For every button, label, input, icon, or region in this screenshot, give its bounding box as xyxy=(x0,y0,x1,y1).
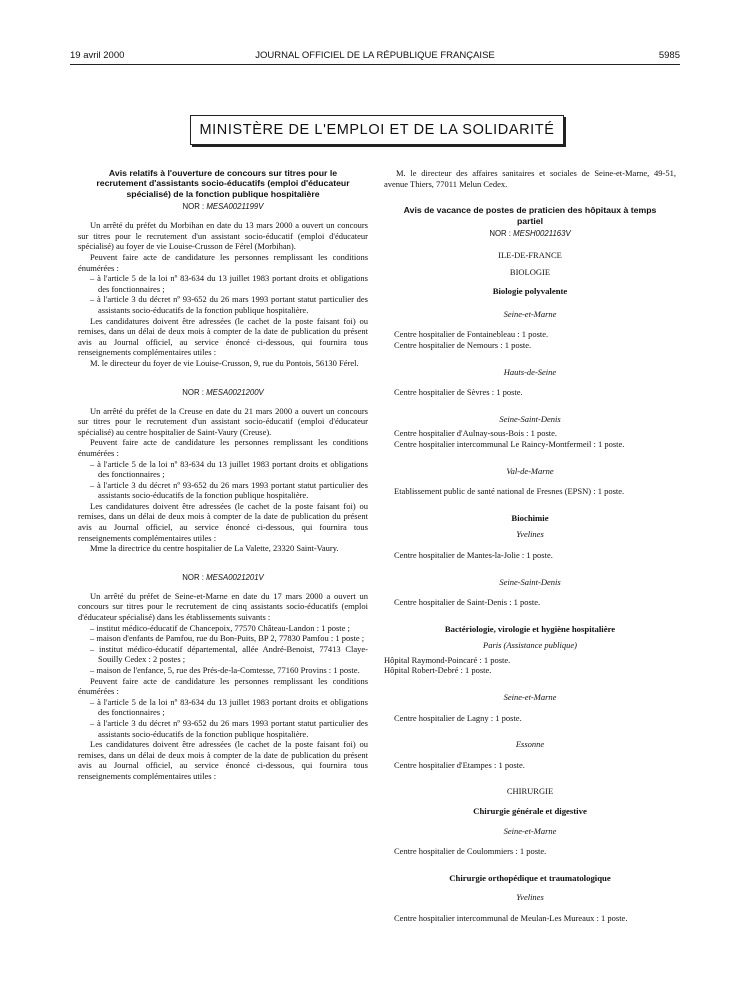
discipline-heading: BIOLOGIE xyxy=(509,266,551,277)
paragraph: Peuvent faire acte de candidature les personnes remplissant les conditions énumérées : xyxy=(78,675,368,697)
post-entry: Centre hospitalier de Fontainebleau : 1 poste. xyxy=(394,329,549,340)
department-heading: Seine-Saint-Denis xyxy=(499,413,561,424)
department-heading: Paris (Assistance publique) xyxy=(483,640,577,651)
list-item: – à l'article 3 du décret nº 93-652 du 26 mars 1993 portant statut particulier des assistants socio-éducatifs de la fonction publique hospitalière. xyxy=(90,294,368,315)
post-entry: Etablissement public de santé national de Fresnes (EPSN) : 1 poste. xyxy=(394,486,625,497)
paragraph: Peuvent faire acte de candidature les personnes remplissant les conditions énumérées : xyxy=(78,252,368,273)
paragraph: Un arrêté du préfet de Seine-et-Marne en date du 17 mars 2000 a ouvert un concours sur titres pour le recrutement de cinq assistants socio-éducatifs (emploi d'éducateur spécialisé) dans les établissements suivants : xyxy=(78,590,368,623)
speciality-heading: Biologie polyvalente xyxy=(492,286,568,297)
speciality-heading: Biochimie xyxy=(511,512,549,523)
nor-line xyxy=(78,573,368,582)
post-entry: Centre hospitalier d'Aulnay-sous-Bois : 1 poste. xyxy=(394,428,558,439)
post-entry: Centre hospitalier de Saint-Denis : 1 poste. xyxy=(394,597,541,608)
paragraph: Les candidatures doivent être adressées (le cachet de la poste faisant foi) ou remises, dans un délai de deux mois à compter de la date de publication du présent avis au Journal officiel, au service énoncé ci-dessous, qui fournira tous renseignements complémentaires utiles : xyxy=(78,315,368,358)
department-heading: Yvelines xyxy=(516,529,544,540)
header-date: 19 avril 2000 xyxy=(70,50,125,61)
right-column xyxy=(384,168,676,924)
nor-prefix: NOR : xyxy=(489,229,511,238)
speciality-heading: Chirurgie orthopédique et traumatologique xyxy=(449,872,611,883)
paragraph: M. le directeur du foyer de vie Louise-Crusson, 9, rue du Pontois, 56130 Férel. xyxy=(90,357,359,368)
department-heading: Seine-et-Marne xyxy=(503,692,557,703)
notice-title-vacance: Avis de vacance de postes de praticien des hôpitaux à temps partiel xyxy=(403,205,657,226)
list-item: – institut médico-éducatif de Chancepoix, 77570 Château-Landon : 1 poste ; xyxy=(90,622,350,633)
conditions-list xyxy=(78,273,368,315)
list-item: – à l'article 3 du décret nº 93-652 du 26 mars 1993 portant statut particulier des assistants socio-éducatifs de la fonction publique hospitalière. xyxy=(90,717,368,739)
conditions-list xyxy=(78,459,368,501)
post-entry: Centre hospitalier de Lagny : 1 poste. xyxy=(394,712,522,723)
establishments-list xyxy=(78,623,368,676)
left-column xyxy=(78,168,368,782)
list-item: – à l'article 5 de la loi nº 83-634 du 13 juillet 1983 portant droits et obligations des fonctionnaires ; xyxy=(90,696,368,718)
nor-code: MESA0021201V xyxy=(206,572,264,582)
nor-prefix: NOR : xyxy=(182,387,204,397)
nor-prefix: NOR : xyxy=(182,572,204,582)
paragraph: Un arrêté du préfet du Morbihan en date du 13 mars 2000 a ouvert un concours sur titres pour le recrutement d'un assistant socio-éducatif (emploi d'éducateur spécialisé) au foyer de vie Louise-Crusson de Férel (Morbihan). xyxy=(78,220,368,252)
paragraph: Les candidatures doivent être adressées (le cachet de la poste faisant foi) ou remises, dans un délai de deux mois à compter de la date de publication du présent avis au Journal officiel, au service énoncé ci-dessous, qui fournira tous renseignements complémentaires utiles : xyxy=(78,500,368,543)
department-heading: Seine-et-Marne xyxy=(503,308,557,319)
post-entry: Centre hospitalier de Mantes-la-Jolie : 1 poste. xyxy=(394,549,553,560)
nor-line xyxy=(78,388,368,397)
header-page-number: 5985 xyxy=(658,50,680,61)
list-item: – maison de l'enfance, 5, rue des Prés-de-la-Comtesse, 77160 Provins : 1 poste. xyxy=(90,665,360,675)
nor-line xyxy=(78,202,368,211)
paragraph: Un arrêté du préfet de la Creuse en date du 21 mars 2000 a ouvert un concours sur titres pour le recrutement d'un assistant socio-éducatif (emploi d'éducateur spécialisé) au centre hospitalier de Saint-Vaury (Creuse). xyxy=(78,405,368,437)
nor-code: MESA0021200V xyxy=(206,387,264,397)
post-entry: Hôpital Raymond-Poincaré : 1 poste. xyxy=(384,654,511,665)
department-heading: Seine-et-Marne xyxy=(503,825,557,836)
nor-prefix: NOR : xyxy=(182,202,205,212)
paragraph: Les candidatures doivent être adressées (le cachet de la poste faisant foi) ou remises, dans un délai de deux mois à compter de la date de publication du présent avis au Journal officiel, au service énoncé ci-dessous, qui fournira tous renseignements complémentaires utiles : xyxy=(78,739,368,781)
department-heading: Hauts-de-Seine xyxy=(503,366,557,377)
post-entry: Centre hospitalier de Nemours : 1 poste. xyxy=(394,339,532,350)
nor-code: MESA0021199V xyxy=(206,202,264,212)
nor-code: MESH0021163V xyxy=(513,229,571,238)
department-heading: Essonne xyxy=(515,739,545,750)
post-entry: Centre hospitalier de Coulommiers : 1 poste. xyxy=(394,846,547,857)
region-heading: ILE-DE-FRANCE xyxy=(498,250,562,260)
list-item: – à l'article 3 du décret nº 93-652 du 26 mars 1993 portant statut particulier des assistants socio-éducatifs de la fonction publique hospitalière. xyxy=(90,479,368,501)
nor-line xyxy=(384,229,676,238)
department-heading: Seine-Saint-Denis xyxy=(499,576,561,587)
running-header xyxy=(70,50,680,64)
post-entry: Centre hospitalier d'Etampes : 1 poste. xyxy=(394,759,525,770)
notice-title-concours: Avis relatifs à l'ouverture de concours sur titres pour le recrutement d'assistants socio-éducatifs (emploi d'éducateur spécialisé) de la fonction publique hospitalière xyxy=(96,168,350,199)
conditions-list xyxy=(78,697,368,739)
department-heading: Val-de-Marne xyxy=(506,465,554,476)
list-item: – maison d'enfants de Pamfou, rue du Bon-Puits, BP 2, 77830 Pamfou : 1 poste ; xyxy=(90,633,365,644)
paragraph: Peuvent faire acte de candidature les personnes remplissant les conditions énumérées : xyxy=(78,437,368,458)
ministry-title: MINISTÈRE DE L'EMPLOI ET DE LA SOLIDARITÉ xyxy=(199,122,555,138)
speciality-heading: Chirurgie générale et digestive xyxy=(473,806,587,817)
header-rule xyxy=(70,64,680,65)
header-journal-title: JOURNAL OFFICIEL DE LA RÉPUBLIQUE FRANÇAISE xyxy=(255,50,495,61)
ministry-box xyxy=(190,115,564,145)
paragraph: M. le directeur des affaires sanitaires et sociales de Seine-et-Marne, 49-51, avenue Thiers, 77011 Melun Cedex. xyxy=(384,168,676,189)
speciality-heading: Bactériologie, virologie et hygiène hospitalière xyxy=(444,623,616,634)
post-entry: Centre hospitalier de Sèvres : 1 poste. xyxy=(394,387,523,398)
list-item: – à l'article 5 de la loi nº 83-634 du 13 juillet 1983 portant droits et obligations des fonctionnaires ; xyxy=(90,273,368,294)
department-heading: Yvelines xyxy=(516,892,544,903)
list-item: – à l'article 5 de la loi nº 83-634 du 13 juillet 1983 portant droits et obligations des fonctionnaires ; xyxy=(90,458,368,480)
paragraph: Mme la directrice du centre hospitalier de La Valette, 23320 Saint-Vaury. xyxy=(90,543,339,554)
list-item: – institut médico-éducatif départemental, allée André-Benoist, 77413 Claye-Souilly Cedex : 2 postes ; xyxy=(90,643,368,665)
discipline-heading: CHIRURGIE xyxy=(506,786,554,797)
post-entry: Hôpital Robert-Debré : 1 poste. xyxy=(384,665,492,676)
post-entry: Centre hospitalier intercommunal Le Raincy-Montfermeil : 1 poste. xyxy=(394,438,625,449)
post-entry: Centre hospitalier intercommunal de Meulan-Les Mureaux : 1 poste. xyxy=(394,913,628,923)
